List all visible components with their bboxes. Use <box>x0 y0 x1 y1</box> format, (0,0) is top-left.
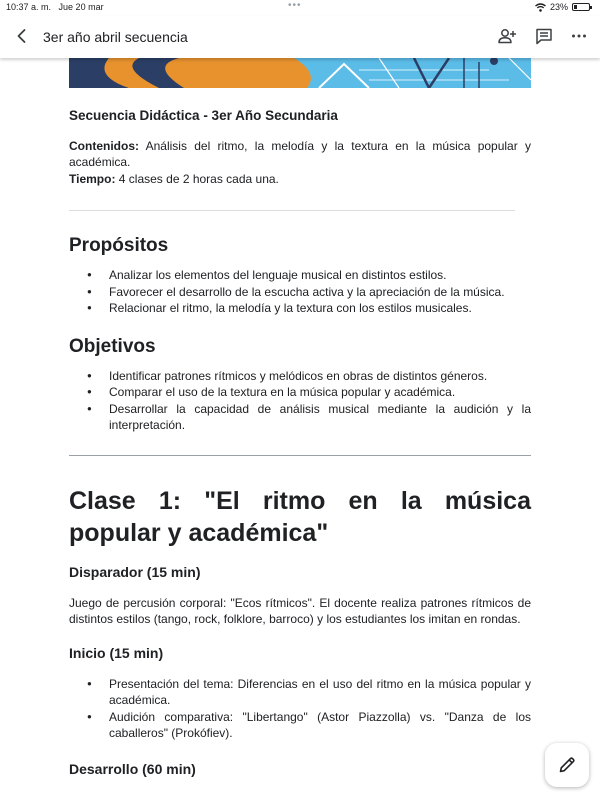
battery-icon <box>572 3 590 11</box>
document-subtitle: Secuencia Didáctica - 3er Año Secundaria <box>69 108 338 123</box>
list-item: ● Identificar patrones rítmicos y melódicos en obras de distintos géneros. <box>69 368 531 385</box>
comment-icon[interactable] <box>534 26 554 46</box>
status-date: Jue 20 mar <box>58 2 104 12</box>
back-arrow-icon[interactable] <box>12 26 32 46</box>
section-divider <box>69 210 515 211</box>
list-item: ● Relacionar el ritmo, la melodía y la textura con los estilos musicales. <box>69 300 531 317</box>
status-indicators <box>535 2 590 12</box>
contenidos-paragraph <box>69 138 531 171</box>
list-item: ● Analizar los elementos del lenguaje musical en distintos estilos. <box>69 267 531 284</box>
list-item: ● Desarrollar la capacidad de análisis musical mediante la audición y la interpretación. <box>69 401 531 434</box>
battery-percent: 23% <box>549 2 568 12</box>
more-icon[interactable] <box>569 26 589 46</box>
objetivos-list <box>69 368 531 434</box>
horizontal-rule <box>69 455 531 456</box>
battery-fill <box>574 5 577 9</box>
inicio-heading: Inicio (15 min) <box>69 644 164 661</box>
app-bar <box>0 16 600 58</box>
propositos-list <box>69 267 531 317</box>
inicio-list <box>69 676 531 742</box>
propositos-heading: Propósitos <box>69 235 169 256</box>
pencil-icon <box>557 755 577 775</box>
wifi-icon <box>535 3 546 12</box>
clase1-title: Clase 1: "El ritmo en la música popular y académica" <box>69 486 531 547</box>
tiempo-paragraph <box>69 171 531 188</box>
tiempo-label: Tiempo: <box>69 171 116 186</box>
status-bar <box>0 0 600 16</box>
multitasking-dots[interactable]: ••• <box>288 0 302 11</box>
add-person-icon[interactable] <box>497 26 517 46</box>
list-item: ● Favorecer el desarrollo de la escucha activa y la apreciación de la música. <box>69 284 531 301</box>
desarrollo-heading: Desarrollo (60 min) <box>69 760 196 777</box>
disparador-heading: Disparador (15 min) <box>69 563 201 580</box>
list-item: ● Audición comparativa: "Libertango" (Astor Piazzolla) vs. "Danza de los caballeros" (Prokófiev). <box>69 709 531 742</box>
contenidos-label: Contenidos: <box>69 138 139 153</box>
list-item: ● Comparar el uso de la textura en la música popular y académica. <box>69 384 531 401</box>
document-content[interactable] <box>0 58 600 800</box>
header-banner-image <box>69 58 531 88</box>
contenidos-text: Análisis del ritmo, la melodía y la textura en la música popular y académica. <box>69 138 531 169</box>
status-time-date <box>6 2 104 12</box>
edit-button[interactable] <box>545 743 589 787</box>
status-time: 10:37 a. m. <box>6 2 52 12</box>
tiempo-text: 4 clases de 2 horas cada una. <box>115 171 279 186</box>
document-body <box>69 108 531 792</box>
document-title: 3er año abril secuencia <box>43 29 188 45</box>
objetivos-heading: Objetivos <box>69 335 156 357</box>
list-item: ● Presentación del tema: Diferencias en el uso del ritmo en la música popular y académica. <box>69 676 531 709</box>
disparador-text: Juego de percusión corporal: "Ecos rítmicos". El docente realiza patrones rítmicos de distintos estilos (tango, rock, folklore, barroco) y los estudiantes los imitan en rondas. <box>69 595 531 626</box>
